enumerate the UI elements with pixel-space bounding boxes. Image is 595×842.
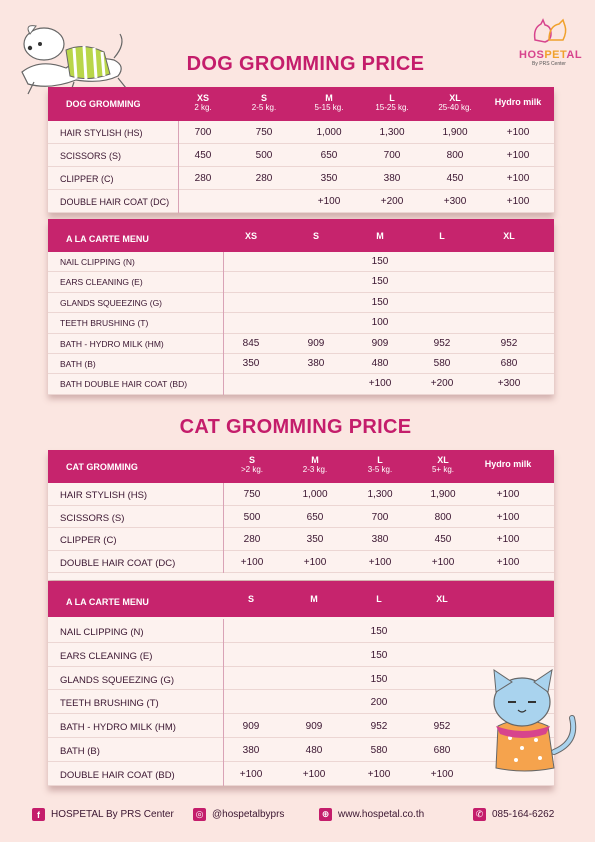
price-cell: 909: [307, 337, 325, 349]
size-header: [420, 93, 490, 113]
size-label: S: [248, 455, 255, 465]
table-row: [48, 190, 554, 213]
column-divider: [178, 121, 179, 213]
row-label: DOUBLE HAIR COAT (DC): [60, 557, 176, 569]
brand-name: HOSPETAL: [519, 49, 583, 61]
price-cell: 350: [242, 358, 260, 369]
price-cell: 450: [194, 150, 212, 161]
table-row: [48, 643, 554, 667]
table-row: [48, 762, 554, 786]
price-cell: 680: [500, 358, 518, 369]
row-label: DOUBLE HAIR COAT (BD): [60, 769, 175, 781]
price-cell: 450: [434, 534, 452, 545]
size-weight: 3-5 kg.: [367, 465, 393, 474]
price-cell: 350: [306, 534, 324, 545]
price-cell: 1,900: [430, 489, 456, 500]
price-cell: 380: [307, 358, 325, 369]
price-cell: 150: [371, 256, 389, 267]
size-label: M: [376, 231, 384, 241]
row-label: SCISSORS (S): [60, 512, 125, 524]
price-cell: 750: [255, 127, 273, 138]
footer-website[interactable]: [319, 808, 424, 821]
table-row: [48, 293, 554, 313]
price-cell: +200: [380, 196, 404, 207]
size-header: [294, 93, 364, 113]
price-cell: 952: [370, 721, 388, 733]
price-cell: 150: [371, 296, 389, 308]
size-label: XS: [244, 231, 257, 241]
row-label: TEETH BRUSHING (T): [60, 698, 159, 710]
table-row: [48, 714, 554, 738]
table-header-label: A LA CARTE MENU: [66, 597, 149, 607]
table-row: [48, 313, 554, 333]
globe-icon: ⊕: [319, 808, 332, 821]
size-label: L: [389, 93, 395, 103]
price-cell: +100: [506, 196, 530, 207]
table-row: [48, 354, 554, 374]
price-cell: +100: [317, 196, 341, 207]
table-header-label: A LA CARTE MENU: [66, 234, 149, 244]
size-header: [407, 231, 477, 241]
price-cell: +100: [368, 378, 392, 390]
size-label: Hydro milk: [494, 97, 542, 107]
table-row: [48, 252, 554, 272]
size-header: [216, 231, 286, 241]
price-cell: 1,000: [302, 489, 328, 500]
phone-icon: ✆: [473, 808, 486, 821]
price-cell: +300: [497, 378, 521, 390]
price-cell: 700: [383, 150, 401, 161]
table-row: [48, 506, 554, 529]
row-label: TEETH BRUSHING (T): [60, 318, 149, 329]
size-label: XL: [437, 455, 449, 465]
size-header: [344, 594, 414, 604]
price-cell: +100: [496, 534, 520, 545]
facebook-label: HOSPETAL By PRS Center: [51, 809, 174, 820]
price-cell: 450: [446, 173, 464, 184]
price-cell: 150: [370, 649, 388, 661]
row-label: EARS CLEANING (E): [60, 277, 143, 288]
size-weight: >2 kg.: [240, 465, 263, 474]
row-label: BATH - HYDRO MILK (HM): [60, 338, 164, 349]
price-cell: +100: [367, 768, 391, 780]
price-cell: +200: [430, 378, 454, 390]
footer-phone[interactable]: [473, 808, 554, 821]
price-cell: 700: [194, 127, 212, 138]
table-header: [48, 450, 554, 483]
row-label: DOUBLE HAIR COAT (DC): [60, 197, 170, 207]
website-label: www.hospetal.co.th: [338, 809, 425, 820]
price-cell: +100: [303, 556, 327, 568]
price-cell: 909: [242, 721, 260, 733]
price-cell: 1,000: [316, 127, 342, 138]
price-cell: 580: [370, 745, 388, 756]
size-header: [483, 97, 553, 107]
price-cell: +100: [496, 489, 520, 500]
pets-logo-icon: [529, 18, 569, 44]
size-label: M: [325, 93, 333, 103]
price-cell: +100: [430, 768, 454, 780]
table-header: [48, 219, 554, 252]
price-cell: 480: [371, 358, 389, 369]
price-cell: 480: [305, 745, 323, 756]
size-header: [474, 231, 544, 241]
price-cell: 800: [446, 150, 464, 161]
price-cell: 100: [371, 317, 389, 329]
price-cell: 1,900: [442, 127, 468, 138]
cat-alacarte-table: [48, 581, 554, 786]
row-label: SCISSORS (S): [60, 151, 122, 161]
size-header: [279, 594, 349, 604]
table-row: [48, 738, 554, 762]
price-cell: +100: [431, 556, 455, 568]
row-label: GLANDS SQUEEZING (G): [60, 297, 163, 308]
table-header-label: CAT GROMMING: [66, 462, 138, 472]
price-cell: 380: [242, 745, 260, 756]
phone-label: 085-164-6262: [492, 809, 555, 820]
table-row: [48, 667, 554, 691]
table-row: [48, 619, 554, 643]
price-cell: 1,300: [379, 127, 405, 138]
price-cell: 150: [370, 673, 388, 685]
price-cell: +100: [496, 556, 520, 568]
price-cell: 1,300: [367, 489, 393, 500]
row-label: BATH (B): [60, 746, 100, 757]
cat-illustration: [482, 664, 582, 776]
size-label: L: [439, 231, 445, 241]
size-header: [345, 231, 415, 241]
facebook-icon: f: [32, 808, 45, 821]
size-weight: 2 kg.: [194, 103, 212, 112]
price-cell: +100: [506, 173, 530, 184]
price-cell: 952: [433, 337, 451, 349]
price-cell: 580: [433, 358, 451, 369]
price-cell: +100: [506, 150, 530, 161]
price-cell: 650: [320, 150, 338, 161]
size-weight: 25-40 kg.: [438, 103, 472, 112]
price-cell: +100: [506, 127, 530, 138]
size-weight: 5-15 kg.: [314, 103, 344, 112]
table-row: [48, 121, 554, 144]
table-row: [48, 144, 554, 167]
column-divider: [223, 483, 224, 573]
price-cell: 380: [383, 173, 401, 184]
size-header: [345, 455, 415, 475]
price-cell: 750: [243, 489, 261, 500]
size-header: [281, 231, 351, 241]
cat-grooming-table: [48, 450, 554, 580]
size-weight: 15-25 kg.: [375, 103, 409, 112]
price-cell: 909: [371, 337, 389, 349]
size-header: [357, 93, 427, 113]
table-header: [48, 581, 554, 617]
size-header: [280, 455, 350, 475]
price-cell: 700: [371, 511, 389, 523]
price-cell: +100: [368, 556, 392, 568]
table-row: [48, 483, 554, 506]
row-label: CLIPPER (C): [60, 174, 114, 184]
size-label: S: [260, 93, 267, 103]
row-label: HAIR STYLISH (HS): [60, 490, 148, 501]
row-label: BATH (B): [60, 359, 96, 369]
size-label: XS: [196, 93, 209, 103]
table-row: [48, 690, 554, 714]
size-label: XL: [503, 231, 515, 241]
price-cell: +100: [302, 768, 326, 780]
table-row: [48, 528, 554, 551]
table-header: [48, 87, 554, 121]
price-cell: 380: [371, 534, 389, 545]
instagram-label: @hospetalbyprs: [212, 809, 285, 820]
price-cell: 150: [371, 276, 389, 288]
size-label: S: [247, 594, 254, 604]
price-cell: 952: [433, 721, 451, 733]
dog-alacarte-table: [48, 219, 554, 394]
footer-instagram[interactable]: [193, 808, 284, 821]
price-cell: +100: [496, 511, 520, 523]
instagram-icon: ◎: [193, 808, 206, 821]
size-label: Hydro milk: [484, 459, 532, 469]
cat-section-title: CAT GROMMING PRICE: [179, 416, 412, 438]
row-label: EARS CLEANING (E): [60, 650, 153, 662]
price-cell: 350: [320, 173, 338, 184]
size-label: L: [377, 455, 383, 465]
table-row: [48, 374, 554, 394]
price-cell: 909: [305, 721, 323, 733]
price-cell: 280: [194, 173, 212, 184]
table-header-label: DOG GROMMING: [66, 99, 141, 109]
table-row: [48, 551, 554, 574]
price-cell: +100: [239, 768, 263, 780]
size-label: XL: [436, 594, 448, 604]
size-header: [216, 594, 286, 604]
dog-grooming-table: [48, 87, 554, 213]
row-label: BATH - HYDRO MILK (HM): [60, 722, 176, 734]
size-header: [168, 93, 238, 113]
price-cell: 200: [370, 697, 388, 709]
price-cell: 800: [434, 511, 452, 523]
dog-section-title: DOG GROMMING PRICE: [186, 53, 425, 75]
size-header: [408, 455, 478, 475]
size-label: M: [310, 594, 318, 604]
price-cell: 845: [242, 337, 260, 349]
footer-facebook[interactable]: [32, 808, 174, 821]
price-cell: 280: [255, 173, 273, 184]
column-divider: [223, 619, 224, 786]
size-label: M: [311, 455, 319, 465]
size-header: [217, 455, 287, 475]
row-label: CLIPPER (C): [60, 535, 117, 546]
size-label: S: [312, 231, 319, 241]
price-cell: 680: [433, 745, 451, 756]
table-row: [48, 272, 554, 292]
price-cell: 500: [243, 511, 261, 523]
size-label: XL: [449, 93, 461, 103]
price-cell: 500: [255, 150, 273, 161]
row-label: NAIL CLIPPING (N): [60, 627, 144, 638]
price-cell: 150: [370, 626, 388, 637]
row-label: BATH DOUBLE HAIR COAT (BD): [60, 379, 188, 390]
size-weight: 5+ kg.: [431, 465, 454, 474]
brand-tagline: By PRS Center: [532, 61, 566, 67]
column-divider: [223, 252, 224, 395]
row-label: HAIR STYLISH (HS): [60, 128, 143, 138]
size-weight: 2-5 kg.: [251, 103, 277, 112]
table-row: [48, 167, 554, 190]
size-header: [229, 93, 299, 113]
price-cell: +100: [240, 556, 264, 568]
price-cell: 650: [306, 511, 324, 523]
price-cell: +300: [443, 196, 467, 207]
size-label: L: [376, 594, 382, 604]
table-row: [48, 334, 554, 354]
size-header: [407, 594, 477, 604]
size-header: [473, 459, 543, 469]
row-label: GLANDS SQUEEZING (G): [60, 674, 175, 686]
price-cell: 952: [500, 337, 518, 349]
size-weight: 2-3 kg.: [302, 465, 328, 474]
row-label: NAIL CLIPPING (N): [60, 257, 135, 267]
price-cell: 280: [243, 534, 261, 545]
